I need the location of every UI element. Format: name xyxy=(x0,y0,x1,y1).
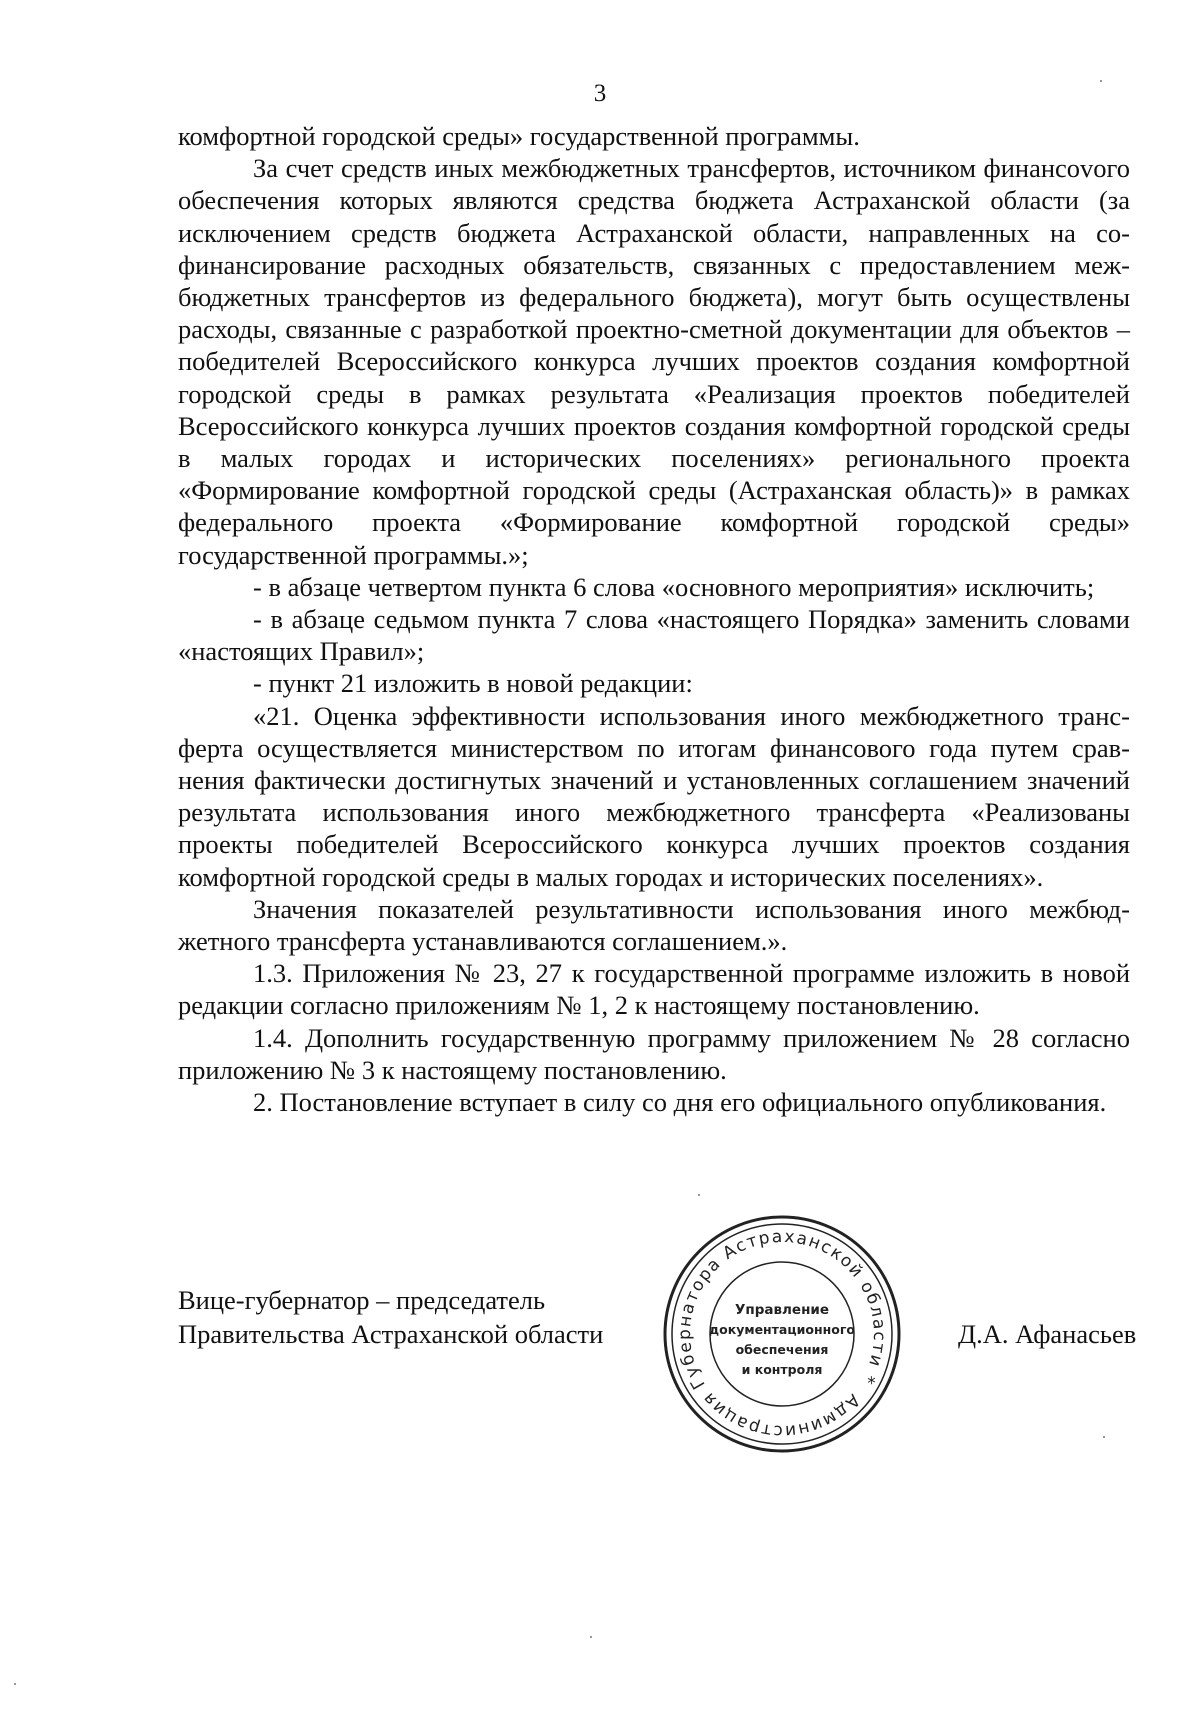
document-body xyxy=(178,120,1130,1118)
official-seal-graphic xyxy=(660,1212,904,1456)
scan-speck xyxy=(1100,80,1102,82)
signatory-position-line-1: Вице-губернатор – председатель xyxy=(178,1285,546,1315)
paragraph-2: 2. Постановление вступает в силу со дня его официального опубликования. xyxy=(253,1087,1107,1118)
seal-inner-line-1: Управление xyxy=(734,1302,830,1318)
official-seal xyxy=(660,1212,904,1456)
paragraph-point-21-text: «21. Оценка эффективности использования иного межбюджетного трансферта осуществляется министерством по итогам финансового года путем сравнения фактически достигнутых значений и установленных соглашением значений результата использования иного межбюджетного трансферта «Реализованы проекты победителей Всероссийского конкурса лучших проектов создания комфортной городской среды в малых городах и исторических поселениях». xyxy=(178,700,1130,892)
paragraph-indicators: Значения показателей результативности использования иного межбюджетного трансферта устанавливаются соглашением.». xyxy=(178,893,1130,957)
paragraph-continuation: комфортной городской среды» государственной программы. xyxy=(178,121,860,151)
seal-outer-text: Администрация Губернатора Астраханской области * xyxy=(674,1226,890,1442)
seal-inner-line-2: документационного xyxy=(709,1322,855,1337)
signatory-position xyxy=(178,1283,603,1351)
scan-speck xyxy=(1103,1436,1105,1438)
paragraph-1-4: 1.4. Дополнить государственную программу приложением № 28 согласно приложению № 3 к настоящему постановлению. xyxy=(178,1022,1130,1085)
paragraph-amendment-point-7: - в абзаце седьмом пункта 7 слова «настоящего Порядка» заменить словами «настоящих Правил»; xyxy=(178,604,1130,667)
scan-speck xyxy=(590,1636,592,1638)
seal-inner-line-4: и контроля xyxy=(741,1362,823,1377)
seal-inner-line-3: обеспечения xyxy=(735,1342,829,1357)
signatory-name: Д.А. Афанасьев xyxy=(958,1319,1137,1349)
scan-speck xyxy=(698,1194,700,1196)
paragraph-amendment-point-6: - в абзаце четвертом пункта 6 слова «основного мероприятия» исключить; xyxy=(253,571,1095,602)
scan-speck xyxy=(14,1683,16,1685)
signatory-position-line-2: Правительства Астраханской области xyxy=(178,1319,604,1349)
page-number: 3 xyxy=(593,80,607,107)
paragraph-1-3: 1.3. Приложения № 23, 27 к государственной программе изложить в новой редакции согласно приложениям № 1, 2 к настоящему постановлению. xyxy=(178,958,1130,1021)
paragraph-transfers: За счет средств иных межбюджетных трансфертов, источником финансоvого обеспечения которых являются средства бюджета Астраханской области (за исключением средств бюджета Астраханской области, направленных на софинансирование расходных обязательств, связанных с предоставлением межбюджетных трансфертов из федерального бюджета), могут быть осуществлены расходы, связанные с разработкой проектно-сметной документации для объектов – победителей Всероссийского конкурса лучших проектов создания комфортной городской среды в рамках результата «Реализация проектов победителей Всероссийского конкурса лучших проектов создания комфортной городской среды в малых городах и исторических поселениях» регионального проекта «Формирование комфортной городской среды (Астраханская область)» в рамках федерального проекта «Формирование комфортной городской среды» государственной программы.»; xyxy=(178,153,1130,570)
paragraph-amendment-point-21: - пункт 21 изложить в новой редакции: xyxy=(253,668,693,699)
